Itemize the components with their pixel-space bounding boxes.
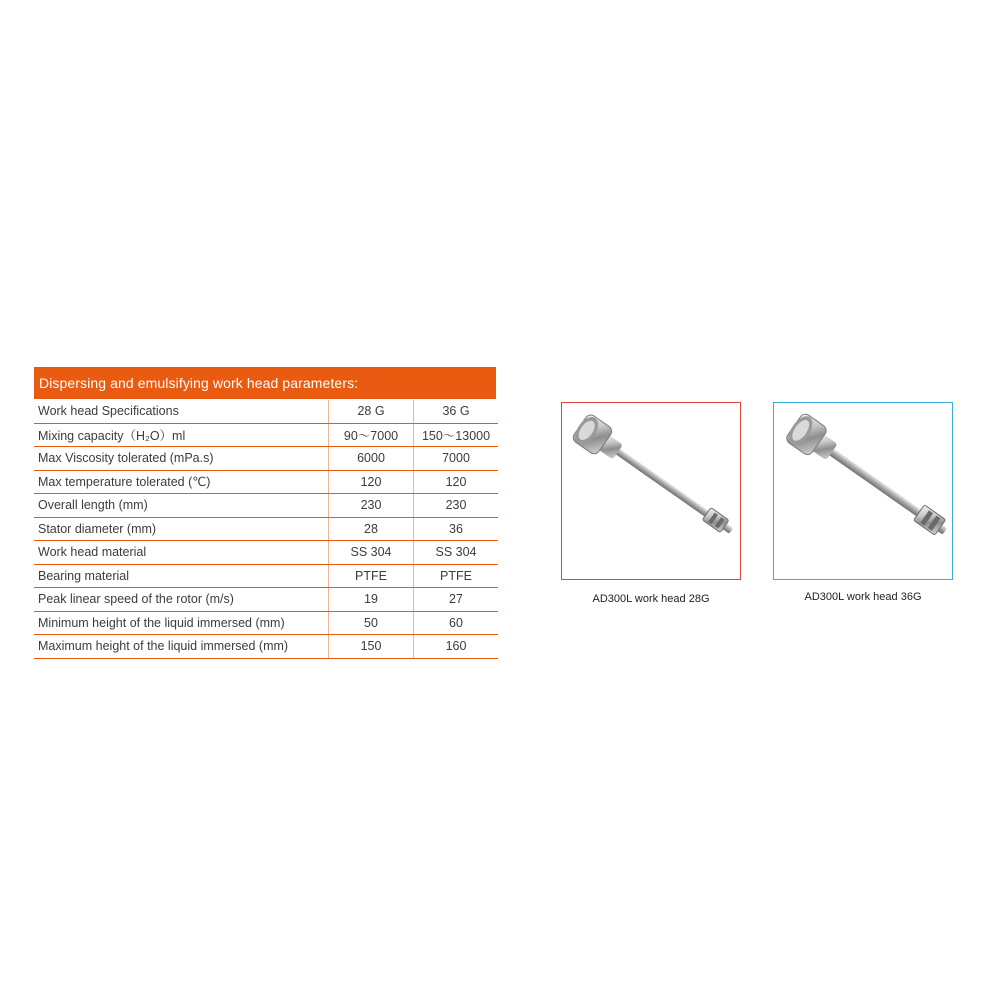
param-label: Peak linear speed of the rotor (m/s) bbox=[34, 588, 329, 612]
spec-table-title: Dispersing and emulsifying work head parameters: bbox=[34, 367, 496, 399]
value-36g: 60 bbox=[414, 611, 499, 635]
value-28g: 19 bbox=[329, 588, 414, 612]
value-36g: 230 bbox=[414, 494, 499, 518]
value-28g: 50 bbox=[329, 611, 414, 635]
table-row bbox=[34, 423, 498, 447]
table-row bbox=[34, 564, 498, 588]
value-28g: 90～7000 bbox=[329, 423, 414, 447]
work-head-36g-image bbox=[774, 403, 951, 578]
table-row bbox=[34, 635, 498, 659]
value-28g: 28 G bbox=[329, 400, 414, 423]
value-36g: SS 304 bbox=[414, 541, 499, 565]
table-row bbox=[34, 611, 498, 635]
table-row bbox=[34, 517, 498, 541]
value-36g: 160 bbox=[414, 635, 499, 659]
value-36g: PTFE bbox=[414, 564, 499, 588]
table-row bbox=[34, 400, 498, 423]
param-label: Stator diameter (mm) bbox=[34, 517, 329, 541]
spec-table bbox=[34, 400, 498, 659]
product-caption-28g: AD300L work head 28G bbox=[592, 593, 710, 605]
param-label: Bearing material bbox=[34, 564, 329, 588]
table-row bbox=[34, 588, 498, 612]
spec-table-panel bbox=[34, 367, 496, 659]
param-label: Overall length (mm) bbox=[34, 494, 329, 518]
table-row bbox=[34, 494, 498, 518]
value-36g: 27 bbox=[414, 588, 499, 612]
value-28g: SS 304 bbox=[329, 541, 414, 565]
param-label: Maximum height of the liquid immersed (mm) bbox=[34, 635, 329, 659]
value-36g: 120 bbox=[414, 470, 499, 494]
value-36g: 7000 bbox=[414, 447, 499, 471]
value-28g: 120 bbox=[329, 470, 414, 494]
param-label: Work head material bbox=[34, 541, 329, 565]
param-label: Work head Specifications bbox=[34, 400, 329, 423]
product-caption-36g: AD300L work head 36G bbox=[804, 591, 922, 603]
value-28g: 150 bbox=[329, 635, 414, 659]
value-28g: 230 bbox=[329, 494, 414, 518]
table-row bbox=[34, 470, 498, 494]
value-28g: PTFE bbox=[329, 564, 414, 588]
work-head-28g-image bbox=[562, 403, 739, 578]
value-28g: 28 bbox=[329, 517, 414, 541]
table-row bbox=[34, 447, 498, 471]
param-label: Max Viscosity tolerated (mPa.s) bbox=[34, 447, 329, 471]
value-36g: 36 bbox=[414, 517, 499, 541]
param-label: Max temperature tolerated (℃) bbox=[34, 470, 329, 494]
param-label: Minimum height of the liquid immersed (mm) bbox=[34, 611, 329, 635]
product-card-36g bbox=[773, 402, 953, 580]
value-36g: 36 G bbox=[414, 400, 499, 423]
value-28g: 6000 bbox=[329, 447, 414, 471]
table-row bbox=[34, 541, 498, 565]
product-card-28g bbox=[561, 402, 741, 580]
param-label: Mixing capacity（H₂O）ml bbox=[34, 423, 329, 447]
value-36g: 150～13000 bbox=[414, 423, 499, 447]
